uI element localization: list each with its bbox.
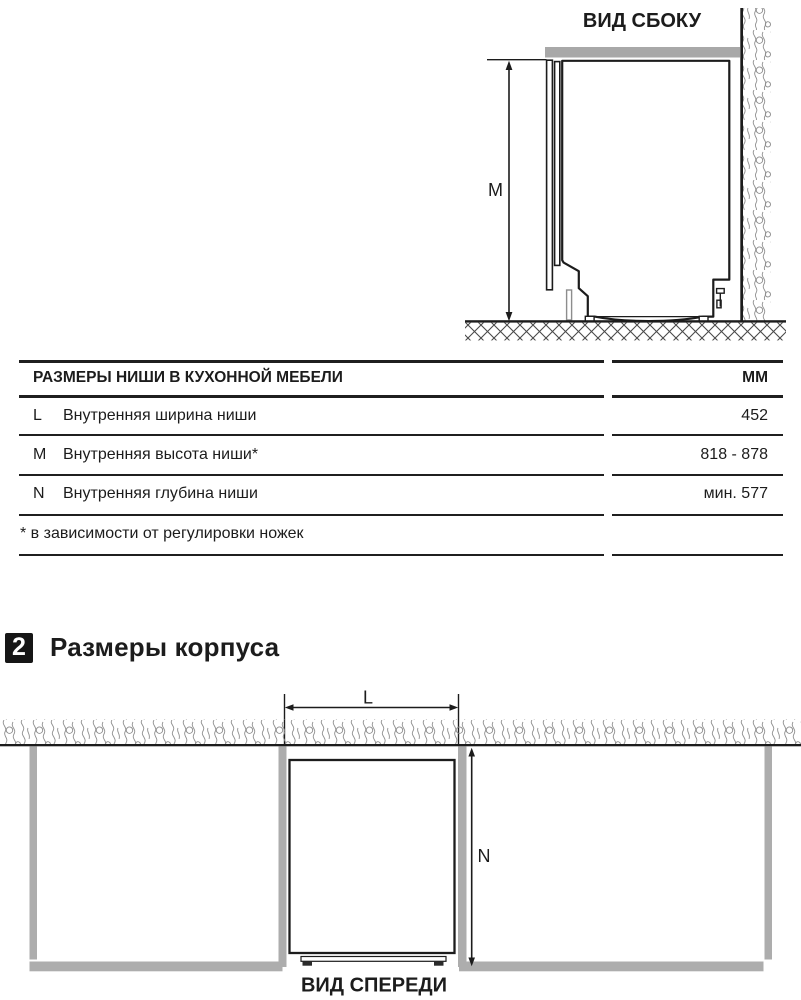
side-view-diagram	[440, 0, 801, 350]
arrowhead-left	[285, 704, 294, 711]
arrowhead-up	[506, 61, 513, 70]
row-label: Внутренняя глубина ниши	[63, 485, 258, 502]
row-label: Внутренняя высота ниши*	[63, 445, 259, 463]
dimension-n-label: N	[477, 846, 491, 866]
table-unit-header: ММ	[742, 369, 768, 386]
appliance-foot-right	[434, 961, 444, 965]
floor-hatch	[465, 323, 786, 341]
table-footnote-row	[19, 516, 783, 552]
wall-hatch	[743, 8, 771, 322]
wall-line	[740, 8, 743, 322]
floor-line	[465, 320, 786, 322]
appliance-foot-left	[303, 961, 313, 965]
arrowhead-down	[506, 312, 513, 321]
plinth-right	[459, 962, 764, 972]
row-key: N	[33, 485, 45, 502]
row-key: M	[33, 445, 47, 463]
appliance-front-outline	[290, 760, 455, 953]
appliance-base-strip	[301, 957, 446, 962]
arrowhead-right	[450, 704, 459, 711]
appliance-side-outline	[562, 61, 729, 321]
adjustable-leg	[567, 290, 572, 320]
section-number-badge: 2	[5, 633, 33, 663]
plinth-left	[30, 962, 283, 972]
section-title: Размеры корпуса	[50, 632, 280, 662]
cabinet-panel-niche-right	[458, 747, 467, 968]
door-panel-inner	[555, 62, 560, 266]
row-key: L	[33, 406, 42, 424]
cabinet-panel-far-left	[30, 747, 38, 960]
dimension-l-label: L	[362, 687, 374, 708]
arrowhead-up	[468, 748, 475, 757]
table-rule	[19, 434, 604, 436]
side-view-caption: ВИД СБОКУ	[582, 10, 702, 32]
table-header-row	[19, 363, 783, 393]
cabinet-panel-niche-left	[279, 747, 287, 968]
row-label: Внутренняя ширина ниши	[63, 406, 257, 424]
front-view-diagram	[0, 680, 801, 1000]
door-panel-outer	[547, 60, 553, 290]
table-rule	[612, 434, 783, 436]
table-row	[19, 437, 783, 472]
row-value: 818 - 878	[700, 445, 768, 463]
front-view-caption: ВИД СПЕРЕДИ	[300, 974, 448, 997]
niche-dimensions-table	[19, 360, 783, 557]
countertop-edge-line	[0, 744, 801, 746]
table-rule	[19, 554, 604, 556]
table-row	[19, 476, 783, 512]
dimension-m-label: M	[488, 180, 503, 200]
cabinet-panel-far-right	[765, 747, 773, 960]
row-value: 452	[741, 406, 768, 424]
table-rule	[612, 554, 783, 556]
table-title: РАЗМЕРЫ НИШИ В КУХОННОЙ МЕБЕЛИ	[33, 369, 343, 386]
section-header	[5, 632, 279, 663]
row-value: мин. 577	[703, 485, 768, 502]
rear-valve-detail	[717, 289, 725, 308]
table-footnote: * в зависимости от регулировки ножек	[20, 525, 304, 542]
countertop-grain-band	[0, 720, 801, 745]
table-row	[19, 398, 783, 433]
countertop-bar	[545, 47, 740, 58]
